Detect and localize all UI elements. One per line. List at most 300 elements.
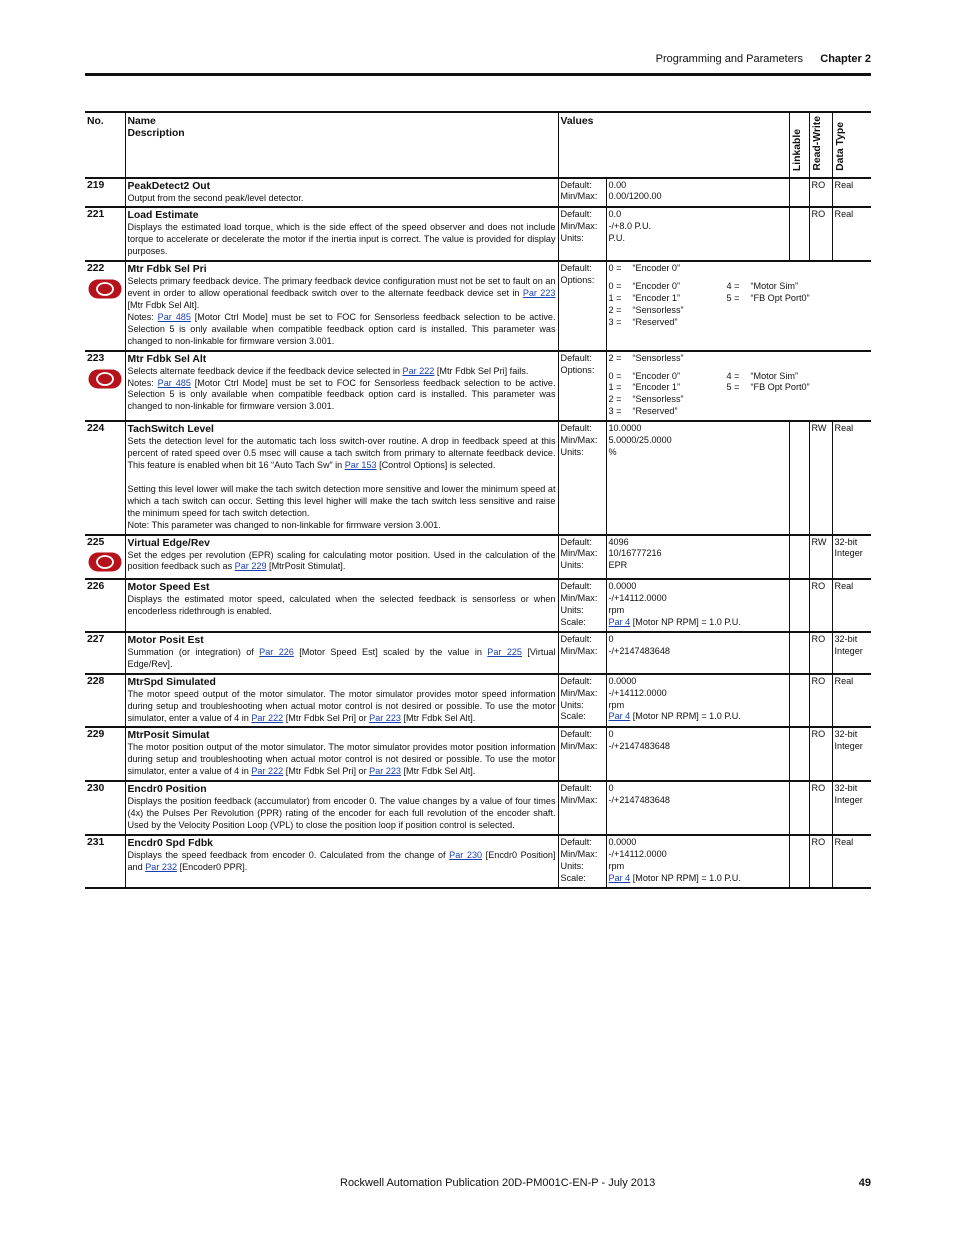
option-key: 5 = bbox=[726, 293, 740, 304]
value-labels bbox=[558, 261, 606, 350]
parameter-link[interactable]: Par 223 bbox=[369, 766, 401, 777]
option-item bbox=[609, 406, 727, 418]
value-labels bbox=[558, 632, 606, 674]
data-type-cell: Real bbox=[832, 579, 871, 632]
option-label: “Encoder 0” bbox=[632, 263, 681, 274]
option-key: 0 = bbox=[608, 281, 622, 292]
value-labels bbox=[558, 421, 606, 534]
param-number-cell bbox=[85, 632, 125, 674]
value-label: Default: bbox=[560, 581, 592, 592]
param-number: 221 bbox=[87, 209, 105, 221]
value-line bbox=[609, 700, 787, 712]
text-run: [Control Options] is selected. bbox=[376, 459, 496, 470]
description-paragraph bbox=[128, 594, 556, 618]
text-run: -/+14112.0000 bbox=[608, 848, 667, 859]
parameter-link[interactable]: Par 223 bbox=[522, 288, 556, 299]
value-label: Min/Max: bbox=[560, 687, 598, 698]
value-line bbox=[609, 180, 787, 192]
option-item bbox=[609, 382, 727, 394]
text-run: rpm bbox=[608, 605, 625, 616]
text-run: 0.00/1200.00 bbox=[608, 191, 662, 202]
value-line bbox=[609, 221, 787, 233]
param-description bbox=[128, 796, 556, 832]
text-run: [Motor Ctrl Mode] must be set to FOC for Sensorless feedback selection to be active. Selection 5 is only available when compatible feedback option card is installed. This parameter was changed to non-linkable for firmware version 3.001. bbox=[127, 377, 556, 412]
parameter-link[interactable]: Par 226 bbox=[259, 646, 294, 657]
option-values bbox=[606, 351, 871, 422]
value-labels bbox=[558, 535, 606, 580]
text-run: EPR bbox=[608, 560, 628, 571]
option-key: 3 = bbox=[608, 316, 622, 327]
description-paragraph bbox=[128, 366, 556, 414]
text-run: -/+2147483648 bbox=[608, 795, 670, 806]
parameter-link[interactable]: Par 4 bbox=[608, 711, 631, 722]
value-line bbox=[609, 676, 787, 688]
text-run: Displays the position feedback (accumulator) from encoder 0. The value changes by a value of four times (4x) the Pulses Per Revolution (PPR) rating of the encoder for each full revolution of the encoder shaft. Used by the Velocity Position Loop (VPL) to close the position loop if position control is selected. bbox=[127, 796, 556, 831]
value-label: Min/Max: bbox=[560, 593, 598, 604]
table-row bbox=[85, 207, 871, 261]
text-run: 0.0000 bbox=[608, 581, 637, 592]
option-label: “Reserved” bbox=[632, 316, 678, 327]
value-cell bbox=[606, 535, 789, 580]
option-key: 4 = bbox=[726, 370, 740, 381]
text-run: [Mtr Fdbk Sel Alt]. bbox=[400, 712, 476, 723]
text-run: [Motor NP RPM] = 1.0 P.U. bbox=[630, 711, 741, 722]
value-line bbox=[609, 233, 787, 245]
value-line bbox=[609, 861, 787, 873]
option-grid bbox=[609, 281, 870, 329]
description-paragraph bbox=[128, 742, 556, 778]
read-write-cell: RO bbox=[809, 674, 832, 728]
option-key: 0 = bbox=[608, 370, 622, 381]
table-row bbox=[85, 727, 871, 781]
parameter-link[interactable]: Par 222 bbox=[251, 712, 284, 723]
option-item bbox=[609, 317, 727, 329]
param-name: Virtual Edge/Rev bbox=[127, 537, 210, 549]
param-number-cell bbox=[85, 727, 125, 781]
non-linkable-icon bbox=[88, 279, 122, 299]
param-description bbox=[128, 689, 556, 725]
parameter-table bbox=[85, 111, 871, 889]
value-line bbox=[609, 783, 787, 795]
read-write-cell: RO bbox=[809, 178, 832, 208]
parameter-link[interactable]: Par 4 bbox=[608, 617, 631, 628]
param-number-cell bbox=[85, 674, 125, 728]
value-label: Default: bbox=[560, 675, 592, 686]
param-number: 225 bbox=[87, 536, 105, 548]
param-number-cell bbox=[85, 261, 125, 350]
data-type-cell: 32-bit Integer bbox=[832, 632, 871, 674]
option-label: “FB Opt Port0” bbox=[750, 293, 810, 304]
value-label: Default: bbox=[560, 209, 592, 220]
param-number-cell bbox=[85, 781, 125, 835]
parameter-link[interactable]: Par 485 bbox=[157, 377, 191, 388]
text-run: [Motor NP RPM] = 1.0 P.U. bbox=[630, 617, 741, 628]
text-run: 5.0000/25.0000 bbox=[608, 435, 672, 446]
param-name-cell bbox=[125, 207, 558, 261]
text-run: Notes: bbox=[127, 311, 158, 322]
option-label: “Encoder 1” bbox=[632, 293, 681, 304]
param-name-cell bbox=[125, 535, 558, 580]
param-description bbox=[128, 366, 556, 414]
option-label: “Encoder 0” bbox=[632, 281, 681, 292]
param-number: 229 bbox=[87, 729, 105, 741]
option-label: “Encoder 0” bbox=[632, 370, 681, 381]
value-label: Scale: bbox=[560, 872, 586, 883]
value-line bbox=[609, 688, 787, 700]
table-row bbox=[85, 178, 871, 208]
table-header-row bbox=[85, 112, 871, 178]
param-name-cell bbox=[125, 579, 558, 632]
publication-info: Rockwell Automation Publication 20D-PM001C-EN-P - July 2013 bbox=[340, 1177, 656, 1189]
table-row bbox=[85, 835, 871, 888]
option-item bbox=[609, 305, 727, 317]
param-name-cell bbox=[125, 261, 558, 350]
read-write-cell: RW bbox=[809, 421, 832, 534]
description-paragraph bbox=[128, 436, 556, 472]
param-description bbox=[128, 222, 556, 258]
read-write-cell: RO bbox=[809, 781, 832, 835]
value-line bbox=[609, 646, 787, 658]
value-label: Min/Max: bbox=[560, 741, 598, 752]
text-run: Displays the estimated load torque, which is the side effect of the speed observer and does not include torque to accelerate or decelerate the motor if the inertia input is correct. The value is provided for display purposes. bbox=[127, 222, 556, 257]
value-line bbox=[609, 617, 787, 629]
text-run: [Virtual Edge/Rev]. bbox=[127, 646, 556, 669]
param-number: 227 bbox=[87, 633, 105, 645]
value-label: Units: bbox=[560, 699, 584, 710]
value-label: Default: bbox=[560, 836, 592, 847]
text-run: [Encoder0 PPR]. bbox=[177, 861, 248, 872]
text-run: [Motor Speed Est] scaled by the value in bbox=[293, 646, 488, 657]
text-run: The motor position output of the motor simulator. The motor simulator provides motor position information during setup and troubleshooting when actual motor control is not desired or possible. To use the motor simulator, enter a value of 4 in bbox=[127, 742, 556, 777]
col-header-data-type: Data Type bbox=[832, 112, 871, 178]
text-run: Set the edges per revolution (EPR) scaling for calculating motor position. Used in the calculation of the position feedback such as bbox=[127, 549, 556, 572]
option-key: 0 = bbox=[608, 263, 622, 274]
value-label: Min/Max: bbox=[560, 435, 598, 446]
linkable-cell bbox=[789, 207, 809, 261]
param-name: Motor Speed Est bbox=[127, 582, 210, 594]
text-run: [Mtr Fdbk Sel Pri] or bbox=[283, 766, 370, 777]
option-item bbox=[727, 293, 845, 305]
table-row bbox=[85, 351, 871, 422]
linkable-cell bbox=[789, 727, 809, 781]
value-label: Scale: bbox=[560, 617, 586, 628]
value-labels bbox=[558, 781, 606, 835]
col-header-no: No. bbox=[85, 112, 125, 178]
value-cell bbox=[606, 421, 789, 534]
value-label: Units: bbox=[560, 605, 584, 616]
param-name: Motor Posit Est bbox=[127, 634, 204, 646]
param-description bbox=[128, 647, 556, 671]
option-key: 3 = bbox=[608, 406, 622, 417]
linkable-cell bbox=[789, 579, 809, 632]
table-row bbox=[85, 632, 871, 674]
text-run: 0 bbox=[608, 783, 614, 794]
value-label: Min/Max: bbox=[560, 795, 598, 806]
linkable-cell bbox=[789, 632, 809, 674]
value-label: Min/Max: bbox=[560, 645, 598, 656]
value-line bbox=[609, 593, 787, 605]
option-label: “Motor Sim” bbox=[750, 281, 798, 292]
option-label: “Sensorless” bbox=[632, 304, 684, 315]
col-header-name-label: Name bbox=[127, 116, 156, 127]
option-key: 5 = bbox=[726, 382, 740, 393]
value-label: Min/Max: bbox=[560, 221, 598, 232]
param-name-cell bbox=[125, 421, 558, 534]
table-row bbox=[85, 421, 871, 534]
param-name: MtrPosit Simulat bbox=[127, 730, 210, 742]
linkable-cell bbox=[789, 178, 809, 208]
text-run: % bbox=[608, 446, 617, 457]
text-run: [Mtr Fdbk Sel Alt]. bbox=[400, 766, 476, 777]
value-line bbox=[609, 873, 787, 885]
param-name: Load Estimate bbox=[127, 210, 199, 222]
table-row bbox=[85, 261, 871, 350]
value-cell bbox=[606, 207, 789, 261]
data-type-cell: Real bbox=[832, 674, 871, 728]
value-labels bbox=[558, 674, 606, 728]
param-name: Mtr Fdbk Sel Alt bbox=[127, 353, 207, 365]
value-label: Min/Max: bbox=[560, 548, 598, 559]
value-line bbox=[609, 837, 787, 849]
option-grid bbox=[609, 371, 870, 419]
option-item bbox=[609, 371, 727, 383]
parameter-link[interactable]: Par 230 bbox=[449, 849, 483, 860]
text-run: Displays the estimated motor speed, calculated when the selected feedback is sensorless or when encoderless ridethrough is enabled. bbox=[127, 594, 556, 617]
value-labels bbox=[558, 178, 606, 208]
table-row bbox=[85, 579, 871, 632]
description-paragraph bbox=[128, 484, 556, 532]
option-label: “Sensorless” bbox=[632, 352, 684, 363]
value-line bbox=[609, 741, 787, 753]
text-run: rpm bbox=[608, 860, 625, 871]
text-run: -/+14112.0000 bbox=[608, 593, 667, 604]
text-run: P.U. bbox=[608, 233, 626, 244]
option-key: 2 = bbox=[608, 352, 622, 363]
read-write-cell: RO bbox=[809, 632, 832, 674]
parameter-link[interactable]: Par 485 bbox=[157, 311, 191, 322]
param-name: MtrSpd Simulated bbox=[127, 676, 216, 688]
value-line bbox=[609, 711, 787, 723]
col-header-description-label: Description bbox=[127, 127, 185, 139]
param-number-cell bbox=[85, 178, 125, 208]
linkable-cell bbox=[789, 781, 809, 835]
data-type-cell: Real bbox=[832, 835, 871, 888]
param-name-cell bbox=[125, 351, 558, 422]
data-type-cell: Real bbox=[832, 207, 871, 261]
parameter-link[interactable]: Par 4 bbox=[608, 872, 631, 883]
chapter-label: Chapter 2 bbox=[820, 53, 871, 65]
col-header-values: Values bbox=[558, 112, 789, 178]
text-run: 0.0 bbox=[608, 209, 622, 220]
param-description bbox=[128, 594, 556, 618]
option-item bbox=[727, 281, 845, 293]
param-name-cell bbox=[125, 835, 558, 888]
option-item bbox=[727, 382, 845, 394]
parameter-link[interactable]: Par 153 bbox=[344, 459, 377, 470]
read-write-cell: RO bbox=[809, 727, 832, 781]
value-label: Options: bbox=[560, 364, 595, 375]
param-name-cell bbox=[125, 781, 558, 835]
value-label: Default: bbox=[560, 729, 592, 740]
table-row bbox=[85, 781, 871, 835]
value-label: Min/Max: bbox=[560, 848, 598, 859]
value-label: Default: bbox=[560, 536, 592, 547]
text-run: 10/16777216 bbox=[608, 548, 662, 559]
option-item bbox=[609, 293, 727, 305]
option-column bbox=[609, 371, 727, 419]
value-label: Default: bbox=[560, 263, 592, 274]
param-description bbox=[128, 193, 556, 205]
parameter-link[interactable]: Par 229 bbox=[234, 561, 267, 572]
description-paragraph bbox=[128, 550, 556, 574]
read-write-cell: RO bbox=[809, 579, 832, 632]
param-number-cell bbox=[85, 351, 125, 422]
read-write-cell: RW bbox=[809, 535, 832, 580]
param-name-cell bbox=[125, 178, 558, 208]
value-cell bbox=[606, 632, 789, 674]
parameter-link[interactable]: Par 223 bbox=[369, 712, 401, 723]
value-cell bbox=[606, 835, 789, 888]
parameter-link[interactable]: Par 232 bbox=[145, 861, 178, 872]
text-run: Note: This parameter was changed to non-linkable for firmware version 3.001. bbox=[127, 519, 441, 530]
text-run: Sets the detection level for the automatic tach loss switch-over routine. A drop in feedback speed at this percent of rated speed over 0.5 msec will cause a tach switch from primary to alternate feedback device. This feature is enabled when bit 16 “Auto Tach Sw” in bbox=[127, 436, 556, 470]
option-label: “Encoder 1” bbox=[632, 382, 681, 393]
text-run: Output from the second peak/level detector. bbox=[127, 192, 304, 203]
value-label: Default: bbox=[560, 633, 592, 644]
value-cell bbox=[606, 727, 789, 781]
text-run: [Motor Ctrl Mode] must be set to FOC for Sensorless feedback selection to be active. Selection 5 is only available when compatible feedback option card is installed. This parameter was changed to non-linkable for firmware version 3.001. bbox=[127, 311, 556, 346]
option-label: “FB Opt Port0” bbox=[750, 382, 810, 393]
parameter-link[interactable]: Par 222 bbox=[402, 365, 435, 376]
text-run: [MtrPosit Stimulat]. bbox=[266, 561, 346, 572]
text-run: [Mtr Fdbk Sel Pri] or bbox=[283, 712, 370, 723]
text-run: [Motor NP RPM] = 1.0 P.U. bbox=[630, 872, 741, 883]
param-description bbox=[128, 276, 556, 347]
read-write-cell: RO bbox=[809, 835, 832, 888]
badge-wrapper bbox=[88, 369, 122, 393]
col-header-read-write: Read-Write bbox=[809, 112, 832, 178]
data-type-cell: 32-bit Integer bbox=[832, 781, 871, 835]
value-label: Scale: bbox=[560, 711, 586, 722]
text-run: 4096 bbox=[608, 536, 629, 547]
value-line bbox=[609, 548, 787, 560]
value-cell bbox=[606, 579, 789, 632]
description-paragraph bbox=[128, 796, 556, 832]
value-label: Min/Max: bbox=[560, 191, 598, 202]
data-type-cell: Real bbox=[832, 178, 871, 208]
param-number-cell bbox=[85, 535, 125, 580]
option-item bbox=[609, 281, 727, 293]
linkable-cell bbox=[789, 421, 809, 534]
text-run: rpm bbox=[608, 699, 625, 710]
text-run: 0 bbox=[608, 729, 614, 740]
data-type-cell: Real bbox=[832, 421, 871, 534]
value-line bbox=[609, 795, 787, 807]
value-label: Default: bbox=[560, 352, 592, 363]
value-label: Units: bbox=[560, 560, 584, 571]
param-name: TachSwitch Level bbox=[127, 424, 214, 436]
param-number: 230 bbox=[87, 783, 105, 795]
option-column bbox=[727, 371, 845, 419]
param-number: 228 bbox=[87, 675, 105, 687]
table-row bbox=[85, 674, 871, 728]
non-linkable-icon bbox=[88, 552, 122, 572]
option-label: “Reserved” bbox=[632, 406, 678, 417]
text-run: 0.0000 bbox=[608, 675, 637, 686]
text-run: [Encdr0 Position] and bbox=[127, 849, 556, 872]
param-name-cell bbox=[125, 674, 558, 728]
value-cell bbox=[606, 674, 789, 728]
param-number: 223 bbox=[87, 352, 105, 364]
parameter-link[interactable]: Par 225 bbox=[487, 646, 522, 657]
value-label: Default: bbox=[560, 423, 592, 434]
param-number: 231 bbox=[87, 836, 105, 848]
param-number-cell bbox=[85, 579, 125, 632]
value-line bbox=[609, 729, 787, 741]
option-key: 1 = bbox=[608, 293, 622, 304]
option-label: “Motor Sim” bbox=[750, 370, 798, 381]
text-run: [Mtr Fdbk Sel Alt]. bbox=[127, 300, 200, 311]
value-line bbox=[609, 634, 787, 646]
text-run: Setting this level lower will make the tach switch detection more sensitive and lower the minimum speed at which a tach switch can occur. Setting this level higher will make the tach switch less sensitive and raise the minimum speed for tach switch detection. bbox=[127, 483, 556, 518]
text-run: [Mtr Fdbk Sel Pri] fails. bbox=[434, 365, 529, 376]
data-type-cell: 32-bit Integer bbox=[832, 535, 871, 580]
value-labels bbox=[558, 207, 606, 261]
param-name: PeakDetect2 Out bbox=[127, 180, 211, 192]
option-label: “Sensorless” bbox=[632, 394, 684, 405]
value-line bbox=[609, 560, 787, 572]
value-label: Units: bbox=[560, 446, 584, 457]
option-key: 2 = bbox=[608, 394, 622, 405]
param-name: Mtr Fdbk Sel Pri bbox=[127, 264, 207, 276]
parameter-link[interactable]: Par 222 bbox=[251, 766, 284, 777]
col-header-linkable: Linkable bbox=[789, 112, 809, 178]
value-cell bbox=[606, 178, 789, 208]
text-run: Displays the speed feedback from encoder 0. Calculated from the change of bbox=[127, 849, 450, 860]
text-run: -/+2147483648 bbox=[608, 741, 670, 752]
option-key: 1 = bbox=[608, 382, 622, 393]
parameter-rows bbox=[85, 178, 871, 888]
value-label: Units: bbox=[560, 860, 584, 871]
value-labels bbox=[558, 579, 606, 632]
value-line bbox=[609, 209, 787, 221]
param-description bbox=[128, 550, 556, 574]
value-label: Default: bbox=[560, 179, 592, 190]
text-run: -/+8.0 P.U. bbox=[608, 221, 652, 232]
section-title: Programming and Parameters bbox=[655, 53, 803, 65]
header-rule bbox=[85, 73, 871, 76]
data-type-cell: 32-bit Integer bbox=[832, 727, 871, 781]
value-labels bbox=[558, 835, 606, 888]
param-number: 226 bbox=[87, 581, 105, 593]
value-line bbox=[609, 605, 787, 617]
param-number: 222 bbox=[87, 263, 105, 275]
option-key: 4 = bbox=[726, 281, 740, 292]
text-run: -/+14112.0000 bbox=[608, 687, 667, 698]
description-paragraph bbox=[128, 647, 556, 671]
text-run: 0.0000 bbox=[608, 836, 637, 847]
value-line bbox=[609, 435, 787, 447]
description-paragraph bbox=[128, 850, 556, 874]
value-label: Units: bbox=[560, 233, 584, 244]
badge-wrapper bbox=[88, 279, 122, 303]
description-paragraph bbox=[128, 276, 556, 347]
value-line bbox=[609, 191, 787, 203]
text-run: 0.00 bbox=[608, 179, 627, 190]
text-run: Selects primary feedback device. The primary feedback device configuration must not be set to fault on an event in order to allow operational feedback switch over to the alternate feedback device set in bbox=[127, 276, 556, 299]
param-number-cell bbox=[85, 207, 125, 261]
param-description bbox=[128, 742, 556, 778]
